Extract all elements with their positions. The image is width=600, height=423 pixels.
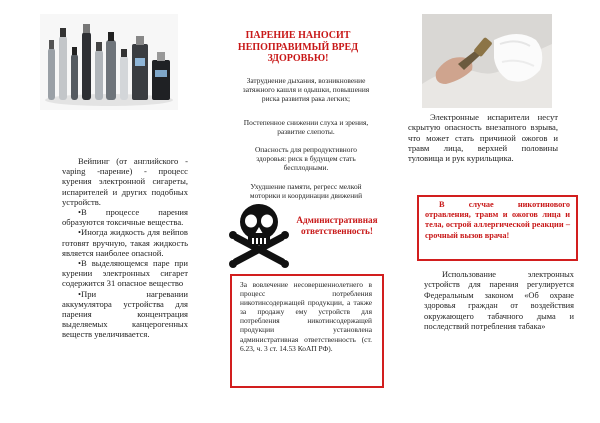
- emergency-warning-text: В случае никотинового отравления, травм и ожогов лица и тела, острой аллергической реакции – срочный вызов врача!: [425, 200, 570, 240]
- vaping-definition: Вейпинг (от английского - vaping -парение) - процесс курения электронной сигареты, испарителей и других подобных устройств.: [62, 156, 188, 207]
- harm-reproductive: Опасность для репродуктивного здоровья: риск в будущем стать бесплодными.: [254, 145, 358, 173]
- vaping-intro-text: [62, 156, 188, 340]
- harm-hearing-vision: Постепенное снижении слуха и зрения, развитие слепоты.: [243, 118, 369, 137]
- harm-memory: Ухудшение памяти, регресс мелкой моторики и координации движений: [249, 182, 363, 201]
- bullet-battery-heating: •При нагревании аккумулятора устройства для парения концентрация выделяемых канцерогенных веществ увеличивается.: [62, 288, 188, 340]
- skull-crossbones-icon: [228, 200, 290, 270]
- emergency-warning-box: [417, 195, 578, 261]
- bullet-31-substances: •В выделяющемся паре при курении электронных сигарет содержится 31 опасное вещество: [62, 258, 188, 289]
- burned-hand-photo: [422, 14, 552, 108]
- federal-law-text: [424, 270, 574, 332]
- bullet-handmade-liquid: •Иногда жидкость для вейпов готовят вручную, такая жидкость является наиболее опасной.: [62, 227, 188, 258]
- law-responsibility-text: За вовлечение несовершеннолетнего в процесс потребления никотинсодержащей продукции, а также за продажу ему устройств для потребления никотинсодержащей продукции установлена административная ответственность (ст. 6.23, ч. 3 ст. 14.53 КоАП РФ).: [240, 280, 372, 353]
- harm-title: ПАРЕНИЕ НАНОСИТ НЕПОПРАВИМЫЙ ВРЕД ЗДОРОВЬЮ!: [237, 30, 359, 64]
- vape-devices-photo: [40, 14, 178, 110]
- admin-responsibility-label: Административная ответственность!: [296, 215, 378, 236]
- explosion-danger-text: [408, 112, 558, 163]
- harm-breathing: Затруднение дыхания, возникновение затяжного кашля и одышки, повышения риска развития рака легких;: [242, 76, 370, 104]
- law-responsibility-box: [230, 274, 384, 388]
- bullet-toxic: •В процессе парения образуются токсичные вещества.: [62, 207, 188, 228]
- federal-law-paragraph: Использование электронных устройств для парения регулируется Федеральным законом «Об охране здоровья граждан от воздействия окружающего табачного дыма и последствий потребления табака»: [424, 270, 574, 332]
- explosion-danger-paragraph: Электронные испарители несут скрытую опасность внезапного взрыва, что может стать причиной ожогов и травм лица, верхней половины туловища и рук курильщика.: [408, 112, 558, 164]
